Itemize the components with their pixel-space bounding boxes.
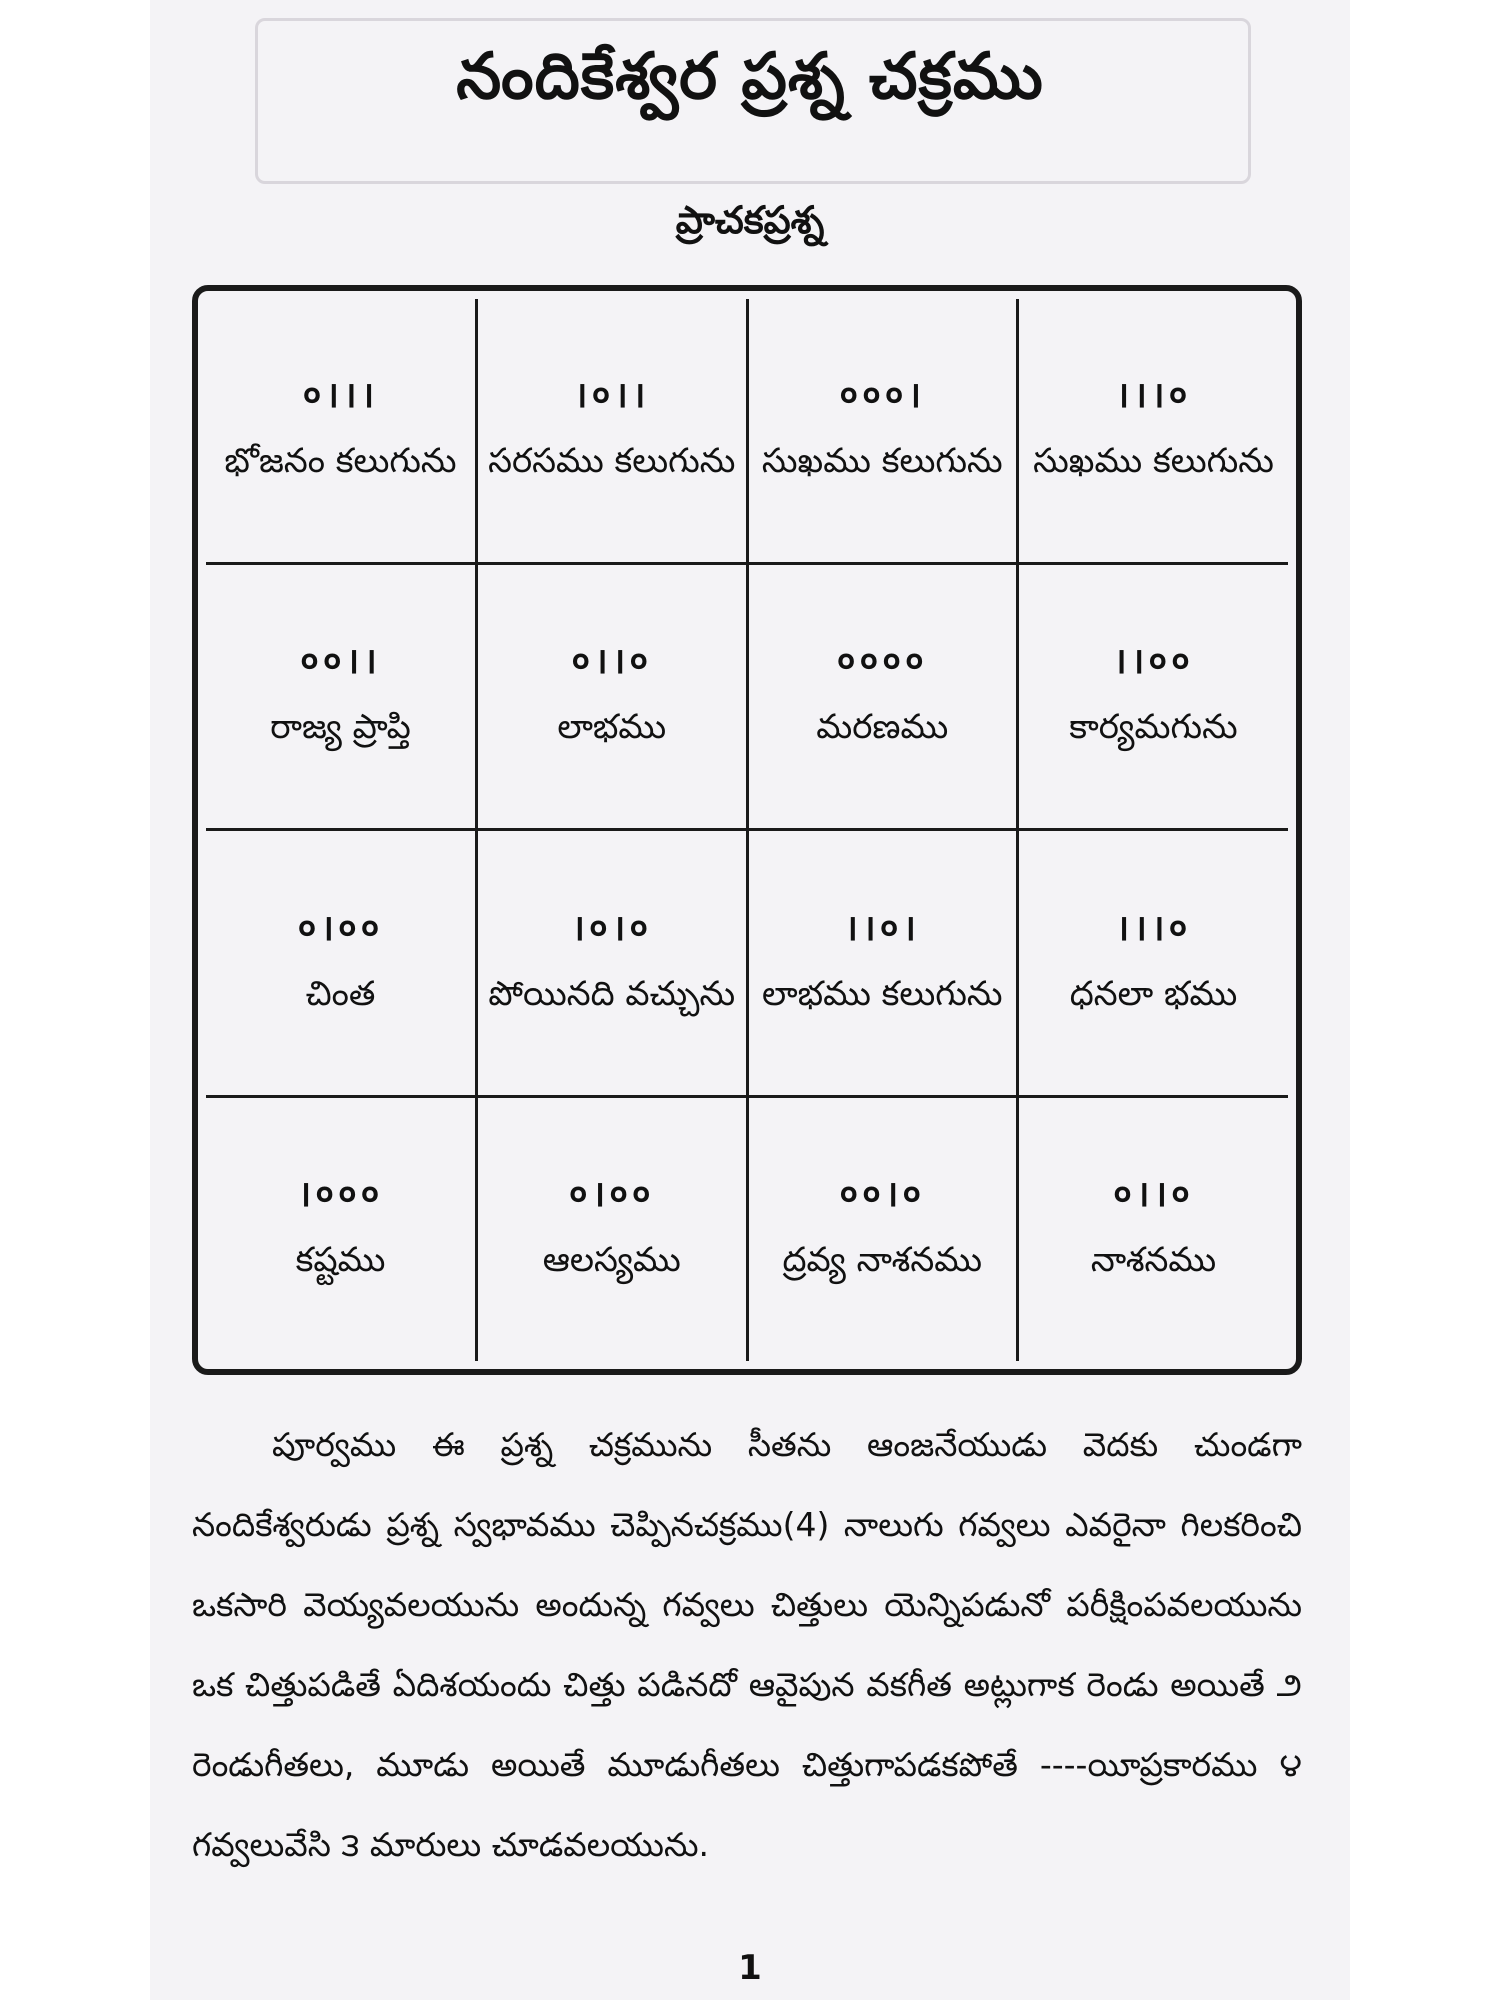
chakra-cell bbox=[477, 299, 748, 563]
chakra-row bbox=[206, 830, 1288, 1097]
chakra-cell bbox=[477, 563, 748, 830]
prediction-text: సరసము కలుగును bbox=[488, 441, 736, 482]
chakra-grid bbox=[206, 299, 1288, 1361]
cowrie-pattern: ०।।० bbox=[571, 641, 653, 683]
prediction-text: ధనలా భము bbox=[1069, 974, 1238, 1015]
prediction-text: నాశనము bbox=[1090, 1240, 1217, 1281]
prediction-text: ద్రవ్య నాశనము bbox=[782, 1240, 982, 1281]
prediction-text: చింత bbox=[305, 974, 376, 1015]
chakra-cell bbox=[206, 830, 477, 1097]
chakra-cell bbox=[747, 299, 1018, 563]
page-number: 1 bbox=[738, 1948, 762, 1988]
prediction-text: కష్టము bbox=[295, 1240, 386, 1281]
prediction-text: రాజ్య ప్రాప్తి bbox=[270, 707, 411, 748]
cowrie-pattern: ००।। bbox=[300, 641, 381, 683]
chakra-cell bbox=[747, 830, 1018, 1097]
chakra-cell bbox=[477, 830, 748, 1097]
cowrie-pattern: ०००० bbox=[836, 641, 928, 683]
chakra-cell bbox=[206, 299, 477, 563]
cowrie-pattern: ।०।। bbox=[573, 375, 650, 417]
cowrie-pattern: ।।०। bbox=[844, 908, 921, 950]
chakra-cell bbox=[477, 1097, 748, 1361]
prediction-text: పోయినది వచ్చును bbox=[488, 974, 736, 1015]
cowrie-pattern: ।।०० bbox=[1113, 641, 1194, 683]
cowrie-pattern: ०।०० bbox=[568, 1174, 655, 1216]
cowrie-pattern: ।००० bbox=[297, 1174, 384, 1216]
chakra-cell bbox=[206, 563, 477, 830]
cowrie-pattern: ००।० bbox=[839, 1174, 926, 1216]
page-subtitle: ప్రాచకప్రశ్న bbox=[675, 198, 825, 242]
prashna-chakra-table bbox=[192, 285, 1302, 1375]
chakra-row bbox=[206, 299, 1288, 563]
chakra-cell bbox=[1018, 563, 1289, 830]
prediction-text: సుఖము కలుగును bbox=[761, 441, 1003, 482]
prediction-text: మరణము bbox=[816, 707, 949, 748]
body-paragraph: పూర్వము ఈ ప్రశ్న చక్రమును సీతను ఆంజనేయుడు వెదకు చుండగా నందికేశ్వరుడు ప్రశ్న స్వభావము చెప్పినచక్రము(4) నాలుగు గవ్వలు ఎవరైనా గిలకరించి ఒకసారి వెయ్యవలయును అందున్న గవ్వలు చిత్తులు యెన్నిపడునో పరీక్షింపవలయును ఒక చిత్తుపడితే ఏదిశయందు చిత్తు పడినదో ఆవైపున వకగీత అట్లుగాక రెండు అయితే ౨ రెండుగీతలు, మూడు అయితే మూడుగీతలు చిత్తుగాపడకపోతే ----యీప్రకారము ౪ గవ్వలువేసి ౩ మారులు చూడవలయును. bbox=[192, 1425, 1302, 1864]
chakra-row bbox=[206, 1097, 1288, 1361]
cowrie-pattern: ०।०० bbox=[297, 908, 384, 950]
cowrie-pattern: ०००। bbox=[839, 375, 926, 417]
chakra-cell bbox=[206, 1097, 477, 1361]
prediction-text: ఆలస్యము bbox=[542, 1240, 681, 1281]
prediction-text: లాభము bbox=[557, 707, 667, 748]
chakra-cell bbox=[747, 563, 1018, 830]
cowrie-pattern: ।०।० bbox=[571, 908, 653, 950]
chakra-cell bbox=[1018, 299, 1289, 563]
prediction-text: సుఖము కలుగును bbox=[1033, 441, 1274, 482]
prediction-text: కార్యమగును bbox=[1069, 707, 1238, 748]
cowrie-pattern: ।।।० bbox=[1115, 375, 1192, 417]
prediction-text: లాభము కలుగును bbox=[762, 974, 1003, 1015]
chakra-cell bbox=[1018, 1097, 1289, 1361]
chakra-cell bbox=[1018, 830, 1289, 1097]
cowrie-pattern: ०।।० bbox=[1113, 1174, 1194, 1216]
prediction-text: భోజనం కలుగును bbox=[224, 441, 457, 482]
chakra-cell bbox=[747, 1097, 1018, 1361]
chakra-row bbox=[206, 563, 1288, 830]
cowrie-pattern: ०।।। bbox=[302, 375, 379, 417]
cowrie-pattern: ।।।० bbox=[1115, 908, 1192, 950]
page-title: నందికేశ్వర ప్రశ్న చక్రము bbox=[456, 40, 1044, 114]
